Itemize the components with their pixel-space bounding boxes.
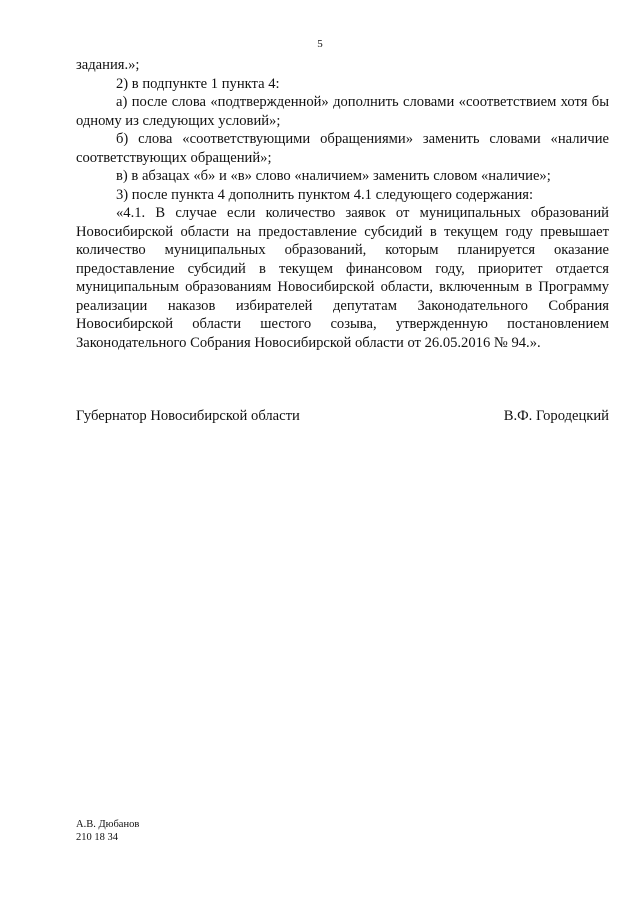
page-number: 5 <box>317 38 323 50</box>
signature-position: Губернатор Новосибирской области <box>76 408 300 424</box>
signature-name: В.Ф. Городецкий <box>503 408 609 424</box>
paragraph-item-a: а) после слова «подтвержденной» дополнить словами «соответствием хотя бы одному из следующих условий»; <box>76 94 609 129</box>
paragraph-item-v: в) в абзацах «б» и «в» слово «наличием» заменить словом «наличие»; <box>116 168 551 184</box>
executor-phone: 210 18 34 <box>76 832 118 843</box>
paragraph-item-3: 3) после пункта 4 дополнить пунктом 4.1 следующего содержания: <box>116 186 534 203</box>
paragraph-item-4-1: «4.1. В случае если количество заявок от муниципальных образований Новосибирской области на предоставление субсидий в текущем году превышает количество муниципальных образований, которым планируется оказание предоставление субсидий в текущем финансовом году, приоритет отдается муниципальным образованиям Новосибирской области, включенным в Программу реализации наказов избирателей депутатам Законодательного Собрания Новосибирской области шестого созыва, утвержденную постановлением Законодательного Собрания Новосибирской области от 26.05.2016 № 94.». <box>76 205 609 351</box>
paragraph-continuation: задания.»; <box>76 57 140 73</box>
executor-name: А.В. Дюбанов <box>76 819 140 830</box>
executor-block <box>76 818 139 844</box>
document-body <box>76 56 609 352</box>
paragraph-item-2: 2) в подпункте 1 пункта 4: <box>116 75 280 92</box>
signature-block <box>76 407 609 426</box>
paragraph-item-b: б) слова «соответствующими обращениями» заменить словами «наличие соответствующих обращений»; <box>76 131 609 166</box>
